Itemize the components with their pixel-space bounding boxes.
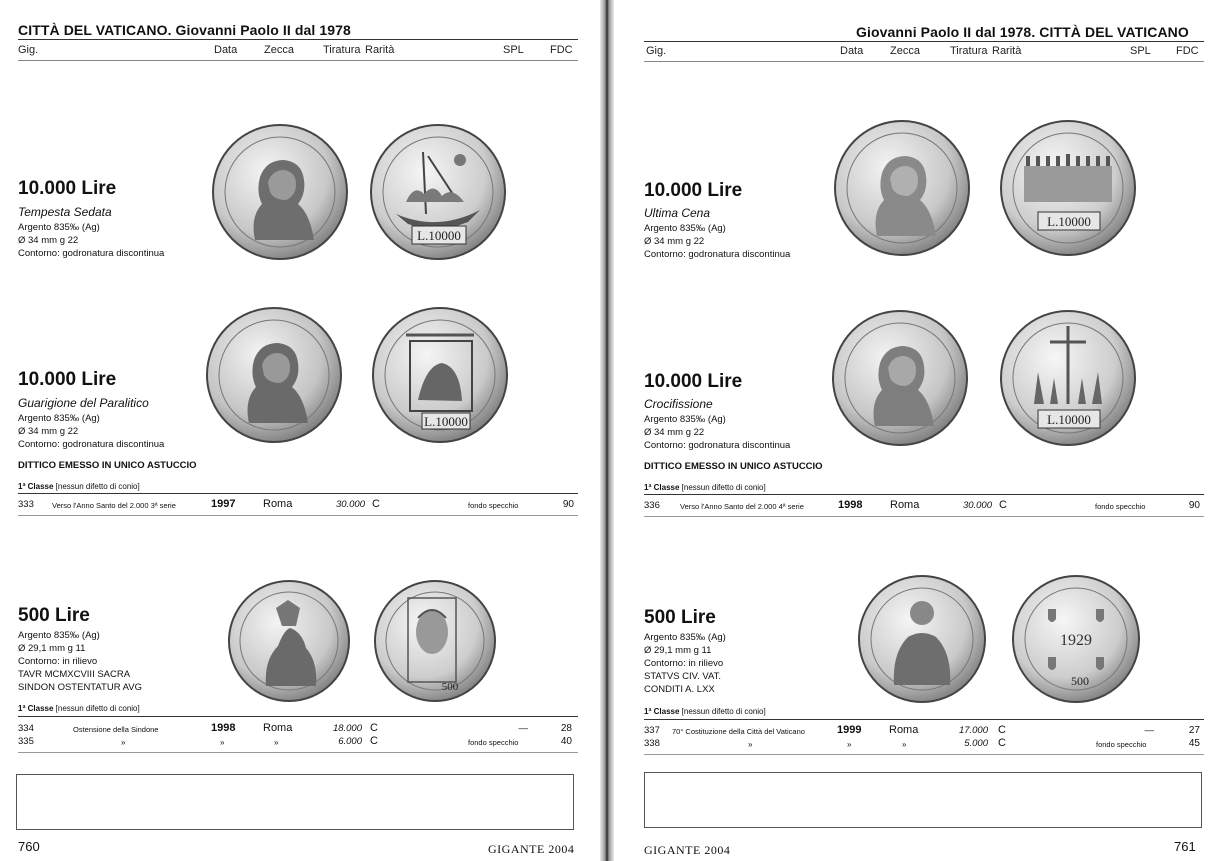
row-mint: Roma [263,498,293,510]
coin-value-text: 500 [441,681,459,693]
row-tiratura: 5.000 [964,738,988,749]
right-page [614,0,1214,861]
table-rule-top [644,494,1204,495]
row-number: 335 [18,736,34,747]
row-fdc: 90 [562,499,574,510]
coin1-subject: Ultima Cena [644,206,711,220]
row-description: Ostensione della Sindone [73,725,159,734]
classe-bold: 1ª Classe [18,482,54,491]
classe-rest: [nessun difetto di conio] [681,483,766,492]
header-rule [644,41,1204,42]
coin-10000-cena-reverse [998,118,1138,258]
coin2-denomination: 10.000 Lire [644,371,743,392]
row-year: » [847,740,852,749]
page-number: 761 [1174,839,1196,854]
classe-line [644,483,766,492]
row-description: » [748,740,753,749]
coin-date-text: 1929 [1060,632,1092,649]
row-spl: — [1144,725,1154,736]
coin-10000-crocifissione-obverse [830,308,970,448]
table-row-338 [644,738,1204,751]
coin-value-text: L.10000 [1047,412,1091,427]
col-rarita: Rarità [992,45,1022,57]
row-year: 1999 [837,724,862,736]
coin3-edge: Contorno: in rilievo [644,658,724,669]
classe-bold: 1ª Classe [644,707,680,716]
row-description: Verso l'Anno Santo del 2.000 3ª serie [52,501,176,510]
coin3-metal: Argento 835‰ (Ag) [644,632,726,643]
row-mint: » [274,738,279,747]
row-year: 1998 [838,499,863,511]
row-number: 333 [18,499,34,510]
coin-10000-tempesta-reverse [368,122,508,262]
coin1-edge: Contorno: godronatura discontinua [644,249,791,260]
table-rule-bottom [644,754,1204,755]
coin1-metal: Argento 835‰ (Ag) [644,223,726,234]
table-rule-bottom [644,516,1204,517]
classe-line [18,482,140,491]
coin1-subject: Tempesta Sedata [18,205,112,219]
row-rarita: C [370,722,378,734]
row-mint: Roma [890,499,920,511]
running-title: Giovanni Paolo II dal 1978. CITTÀ DEL VATICANO [856,24,1189,40]
coin3-inscription-2: SINDON OSTENTATUR AVG [18,682,143,693]
coin3-denomination: 500 Lire [644,607,716,628]
coin3-denomination: 500 Lire [18,605,90,626]
running-title: CITTÀ DEL VATICANO. Giovanni Paolo II dal 1978 [18,22,351,38]
coin1-metal: Argento 835‰ (Ag) [18,222,100,233]
row-mint: Roma [889,724,919,736]
row-note: fondo specchio [1095,502,1146,511]
row-note: fondo specchio [468,738,519,747]
row-year: 1997 [211,498,236,510]
publication-brand: GIGANTE 2004 [644,843,731,857]
coin3-inscription-2: CONDITI A. LXX [644,684,715,695]
row-description: » [121,738,126,747]
row-note: fondo specchio [1096,740,1147,749]
coin1-size: Ø 34 mm g 22 [644,236,705,247]
row-tiratura: 17.000 [958,725,988,736]
coin-value-text: L.10000 [417,228,461,243]
table-rule-top [18,493,578,494]
coin1-edge: Contorno: godronatura discontinua [18,248,165,259]
col-zecca: Zecca [890,45,920,57]
left-page [0,0,600,861]
dittico-note: DITTICO EMESSO IN UNICO ASTUCCIO [644,461,823,472]
row-description: Verso l'Anno Santo del 2.000 4ª serie [680,502,804,511]
col-data: Data [214,44,238,56]
row-tiratura: 6.000 [338,736,362,747]
row-mint: » [902,740,907,749]
coin2-metal: Argento 835‰ (Ag) [644,414,726,425]
coin2-edge: Contorno: godronatura discontinua [18,439,165,450]
classe-rest: [nessun difetto di conio] [681,707,766,716]
col-fdc: FDC [550,44,573,56]
col-tiratura: Tiratura [323,44,361,56]
row-fdc: 40 [560,736,572,747]
row-rarita: C [370,735,378,747]
coin-500-costituzione-obverse [856,573,988,705]
row-fdc: 27 [1188,725,1200,736]
col-zecca: Zecca [264,44,294,56]
col-tiratura: Tiratura [950,45,988,57]
row-fdc: 28 [560,723,572,734]
classe-line [18,704,140,713]
row-number: 336 [644,500,660,511]
table-rule-top [18,716,578,717]
row-note: fondo specchio [468,501,519,510]
coin1-denomination: 10.000 Lire [644,180,743,201]
book-gutter [600,0,614,861]
colhead-rule [644,61,1204,62]
col-spl: SPL [1130,45,1151,57]
coin-500-sindone-obverse [226,578,352,704]
table-rule-top [644,719,1204,720]
publication-brand: GIGANTE 2004 [488,842,575,856]
col-fdc: FDC [1176,45,1199,57]
coin3-metal: Argento 835‰ (Ag) [18,630,100,641]
coin2-edge: Contorno: godronatura discontinua [644,440,791,451]
row-rarita: C [998,724,1006,736]
col-gig: Gig. [646,45,667,57]
coin2-denomination: 10.000 Lire [18,369,117,390]
table-row-334 [18,723,578,736]
row-fdc: 45 [1188,738,1200,749]
coin2-size: Ø 34 mm g 22 [644,427,705,438]
col-spl: SPL [503,44,524,56]
col-rarita: Rarità [365,44,395,56]
classe-bold: 1ª Classe [18,704,54,713]
table-row-336 [644,500,1204,513]
page-number: 760 [18,839,40,854]
coin1-size: Ø 34 mm g 22 [18,235,79,246]
coin2-subject: Crocifissione [644,397,713,411]
coin-10000-crocifissione-reverse [998,308,1138,448]
row-tiratura: 30.000 [962,500,992,511]
table-row-333 [18,499,578,512]
colhead-rule [18,60,578,61]
header-rule [18,39,578,40]
row-year: 1998 [211,722,236,734]
classe-rest: [nessun difetto di conio] [55,704,140,713]
coin-500-costituzione-reverse [1010,573,1142,705]
coin3-size: Ø 29,1 mm g 11 [18,643,86,654]
row-spl: — [518,723,528,734]
row-rarita: C [999,499,1007,511]
coin-500-sindone-reverse [372,578,498,704]
col-data: Data [840,45,864,57]
classe-line [644,707,766,716]
coin2-subject: Guarigione del Paralitico [18,396,149,410]
coin-10000-cena-obverse [832,118,972,258]
row-number: 338 [644,738,660,749]
coin-value-text: L.10000 [424,414,468,429]
coin2-metal: Argento 835‰ (Ag) [18,413,100,424]
coin-10000-paralitico-reverse [370,305,510,445]
row-number: 334 [18,723,34,734]
row-tiratura: 18.000 [332,723,362,734]
dittico-note: DITTICO EMESSO IN UNICO ASTUCCIO [18,460,197,471]
coin-10000-tempesta-obverse [210,122,350,262]
notes-box [644,772,1202,828]
table-rule-bottom [18,515,578,516]
row-year: » [220,738,225,747]
row-mint: Roma [263,722,293,734]
coin3-edge: Contorno: in rilievo [18,656,98,667]
col-gig: Gig. [18,44,39,56]
row-number: 337 [644,725,660,736]
coin-value-text: L.10000 [1047,214,1091,229]
coin-value-text: 500 [1071,674,1089,688]
row-tiratura: 30.000 [335,499,365,510]
coin1-denomination: 10.000 Lire [18,178,117,199]
coin3-inscription-1: STATVS CIV. VAT. [644,671,722,682]
row-rarita: C [372,498,380,510]
table-row-337 [644,725,1204,738]
row-rarita: C [998,737,1006,749]
row-description: 70° Costituzione della Città del Vaticano [672,727,805,736]
row-fdc: 90 [1188,500,1200,511]
table-rule-bottom [18,752,578,753]
classe-rest: [nessun difetto di conio] [55,482,140,491]
coin-10000-paralitico-obverse [204,305,344,445]
coin3-inscription-1: TAVR MCMXCVIII SACRA [18,669,131,680]
classe-bold: 1ª Classe [644,483,680,492]
table-row-335 [18,736,578,749]
coin2-size: Ø 34 mm g 22 [18,426,79,437]
coin3-size: Ø 29,1 mm g 11 [644,645,712,656]
notes-box [16,774,574,830]
